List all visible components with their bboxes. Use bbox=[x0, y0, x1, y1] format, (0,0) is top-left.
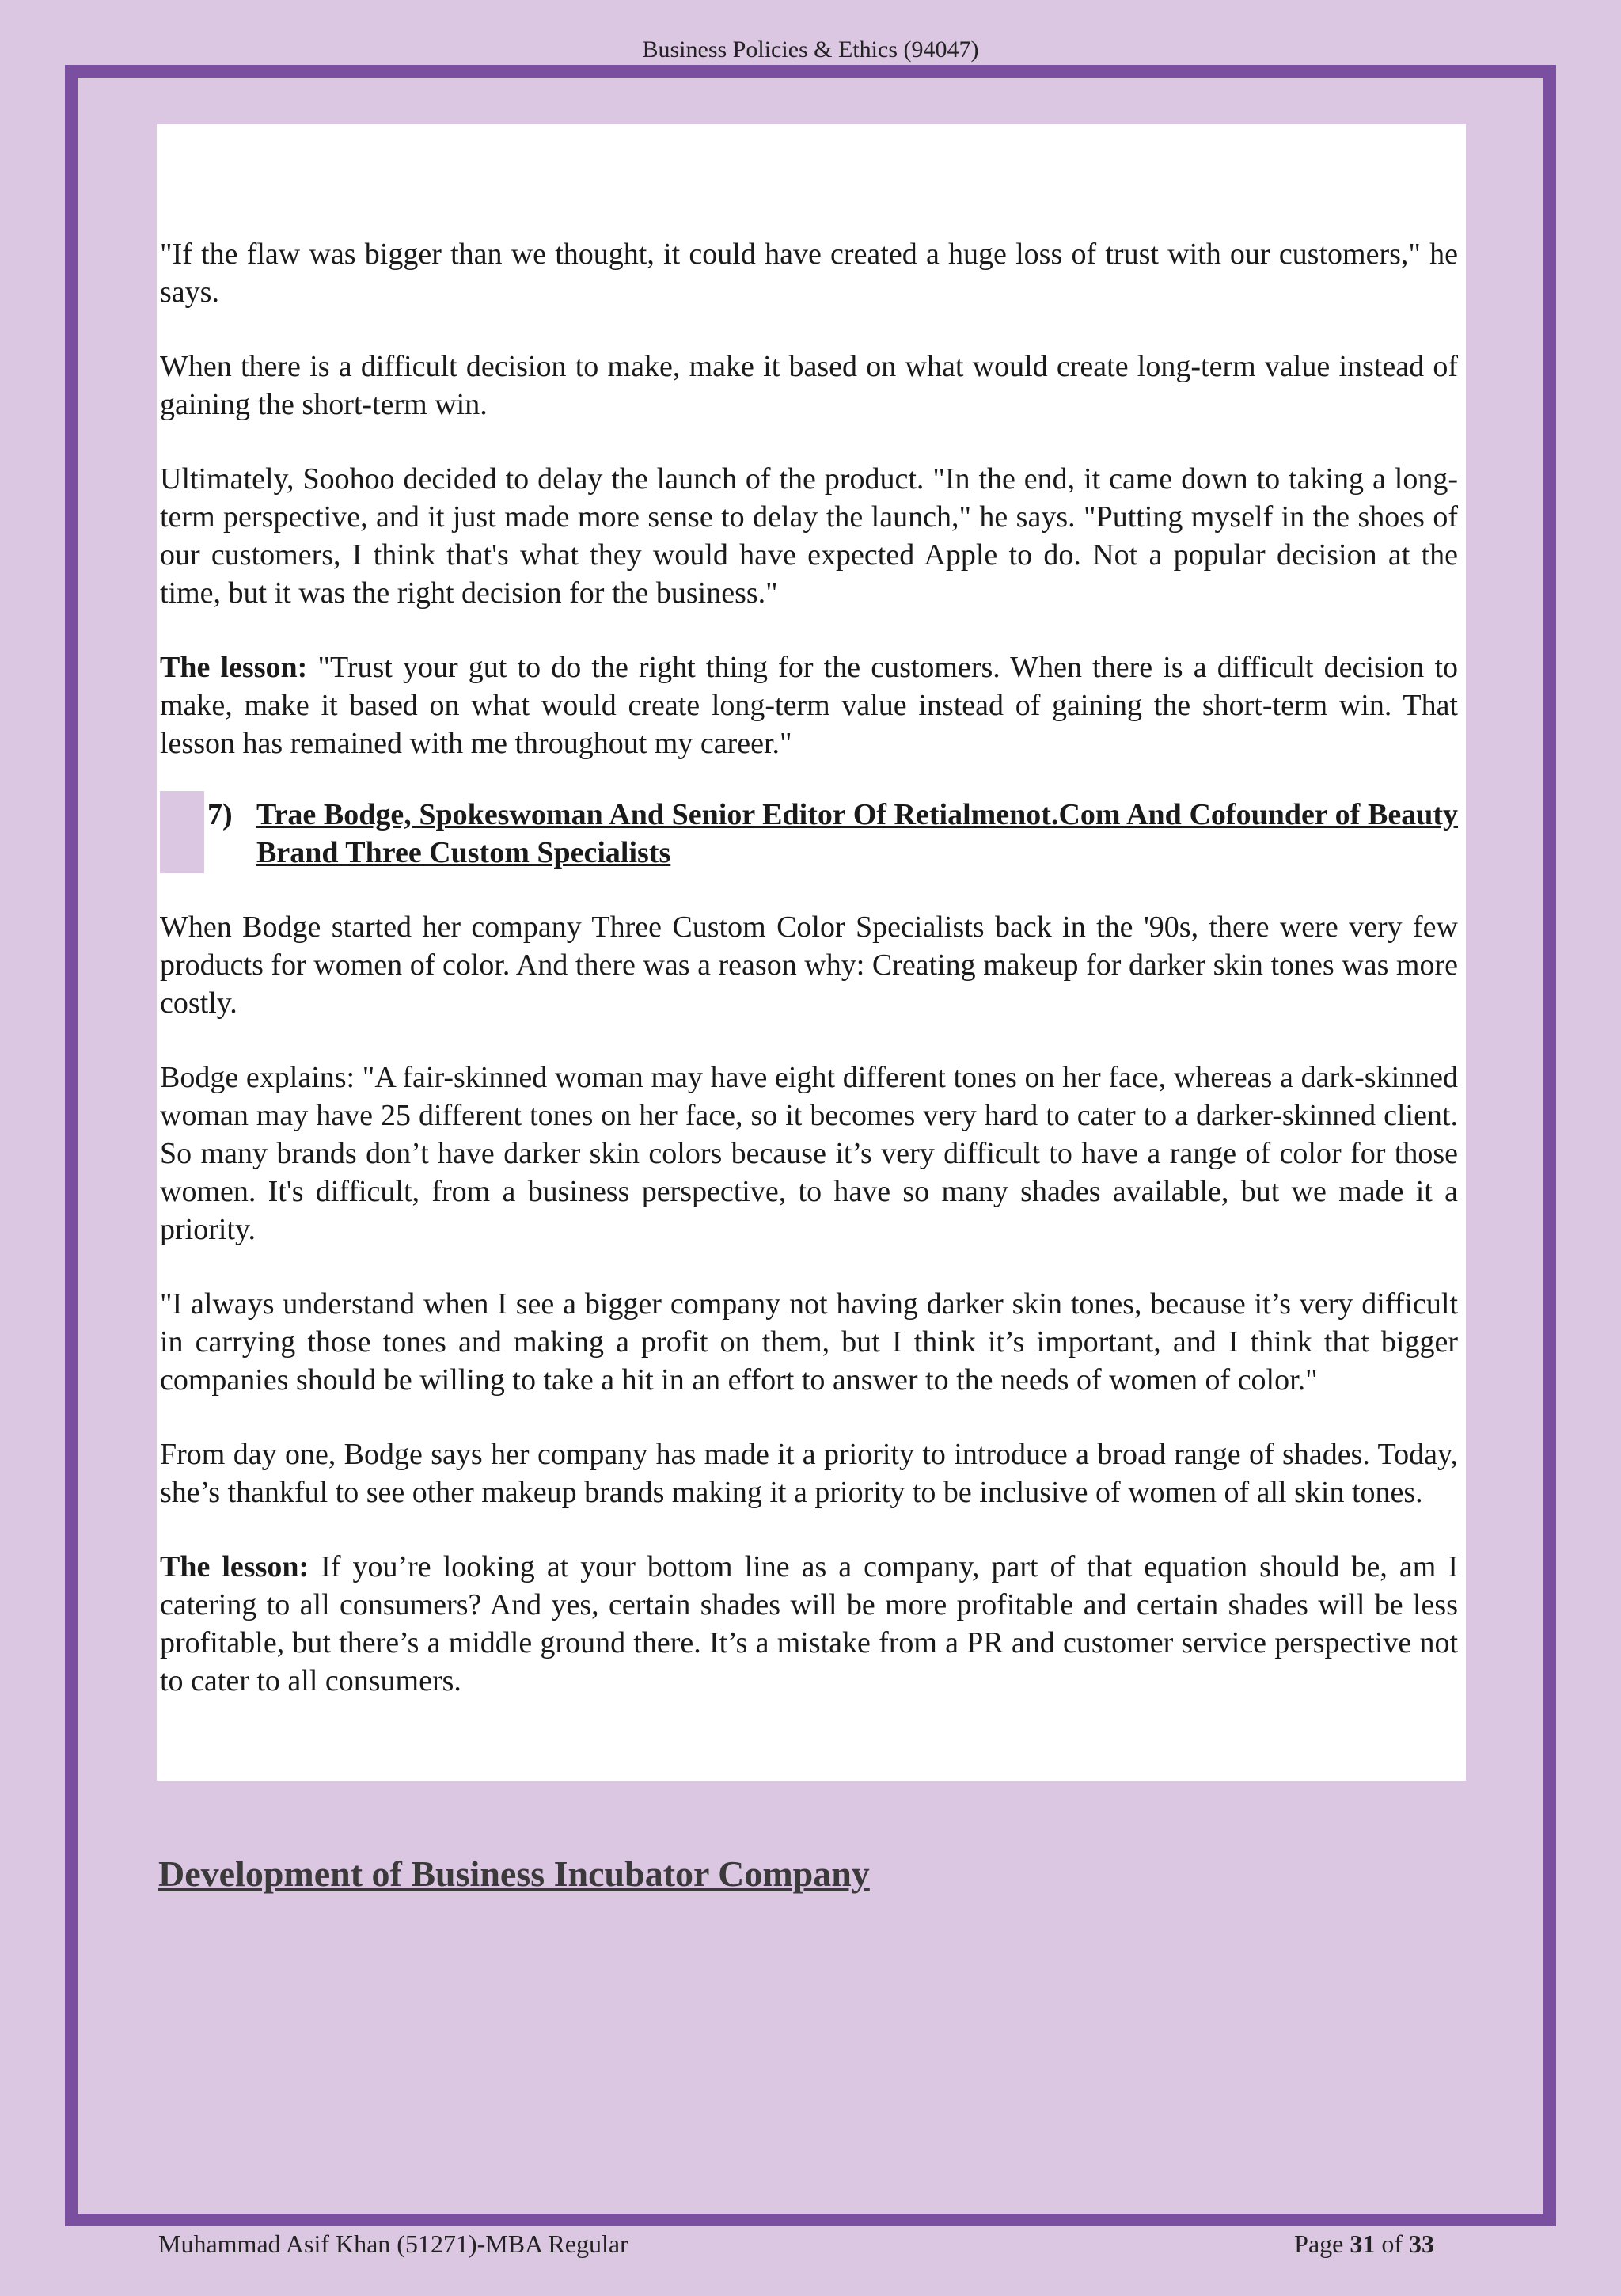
page-header: Business Policies & Ethics (94047) bbox=[642, 36, 979, 63]
section-heading: Development of Business Incubator Company bbox=[158, 1853, 870, 1894]
lesson-label: The lesson: bbox=[160, 651, 308, 684]
paragraph: When there is a difficult decision to make, make it based on what would create long-term value instead of gaining the short-term win. bbox=[160, 350, 1458, 421]
list-heading-title: Trae Bodge, Spokeswoman And Senior Editor Of Retialmenot.Com And Cofounder of Beauty Brand Three Custom Specialists bbox=[256, 798, 1458, 869]
content-box bbox=[157, 124, 1466, 1781]
page-total: 33 bbox=[1409, 2229, 1434, 2258]
paragraph: "If the flaw was bigger than we thought, it could have created a huge loss of trust with our customers," he says. bbox=[160, 238, 1458, 309]
paragraph: From day one, Bodge says her company has made it a priority to introduce a broad range of shades. Today, she’s thankful to see other makeup brands making it a priority to be inclusive of women of all skin tones. bbox=[160, 1438, 1458, 1509]
paragraph: Ultimately, Soohoo decided to delay the launch of the product. "In the end, it came down to taking a long-term perspective, and it just made more sense to delay the launch," he says. "Putting myself in the shoes of our customers, I think that's what they would have expected Apple to do. Not a popular decision at the time, but it was the right decision for the business." bbox=[160, 462, 1458, 610]
body-text bbox=[160, 235, 1458, 1736]
paragraph: Bodge explains: "A fair-skinned woman may have eight different tones on her face, whereas a dark-skinned woman may have 25 different tones on her face, so it becomes very hard to cater to a darker-skinned client. So many brands don’t have darker skin colors because it’s very difficult to have a range of color for those women. It's difficult, from a business perspective, to have so many shades available, but we made it a priority. bbox=[160, 1061, 1458, 1246]
lesson-text: If you’re looking at your bottom line as a company, part of that equation should be, am I catering to all consumers? And yes, certain shades will be more profitable and certain shades will be less profitable, but there’s a middle ground there. It’s a mistake from a PR and customer service perspective not to cater to all consumers. bbox=[160, 1550, 1458, 1697]
lesson-label: The lesson: bbox=[160, 1550, 309, 1583]
paragraph: When Bodge started her company Three Custom Color Specialists back in the '90s, there were very few products for women of color. And there was a reason why: Creating makeup for darker skin tones was more costly. bbox=[160, 910, 1458, 1020]
footer-author: Muhammad Asif Khan (51271)-MBA Regular bbox=[158, 2229, 628, 2258]
list-number: 7) bbox=[207, 798, 233, 831]
paragraph: "I always understand when I see a bigger company not having darker skin tones, because it’s very difficult in carrying those tones and making a profit on them, but I think it’s important, and I think that bigger companies should be willing to take a hit in an effort to answer to the needs of women of color." bbox=[160, 1287, 1458, 1397]
lesson-text: "Trust your gut to do the right thing for the customers. When there is a difficult decision to make, make it based on what would create long-term value instead of gaining the short-term win. That lesson has remained with me throughout my career." bbox=[160, 651, 1458, 760]
lesson-paragraph bbox=[160, 1548, 1458, 1700]
page-prefix: Page bbox=[1294, 2229, 1350, 2258]
footer-page-number bbox=[1294, 2229, 1434, 2259]
list-marker-block bbox=[160, 791, 204, 873]
page-of: of bbox=[1375, 2229, 1409, 2258]
page-current: 31 bbox=[1350, 2229, 1376, 2258]
lesson-paragraph bbox=[160, 648, 1458, 762]
numbered-heading bbox=[160, 796, 1458, 872]
